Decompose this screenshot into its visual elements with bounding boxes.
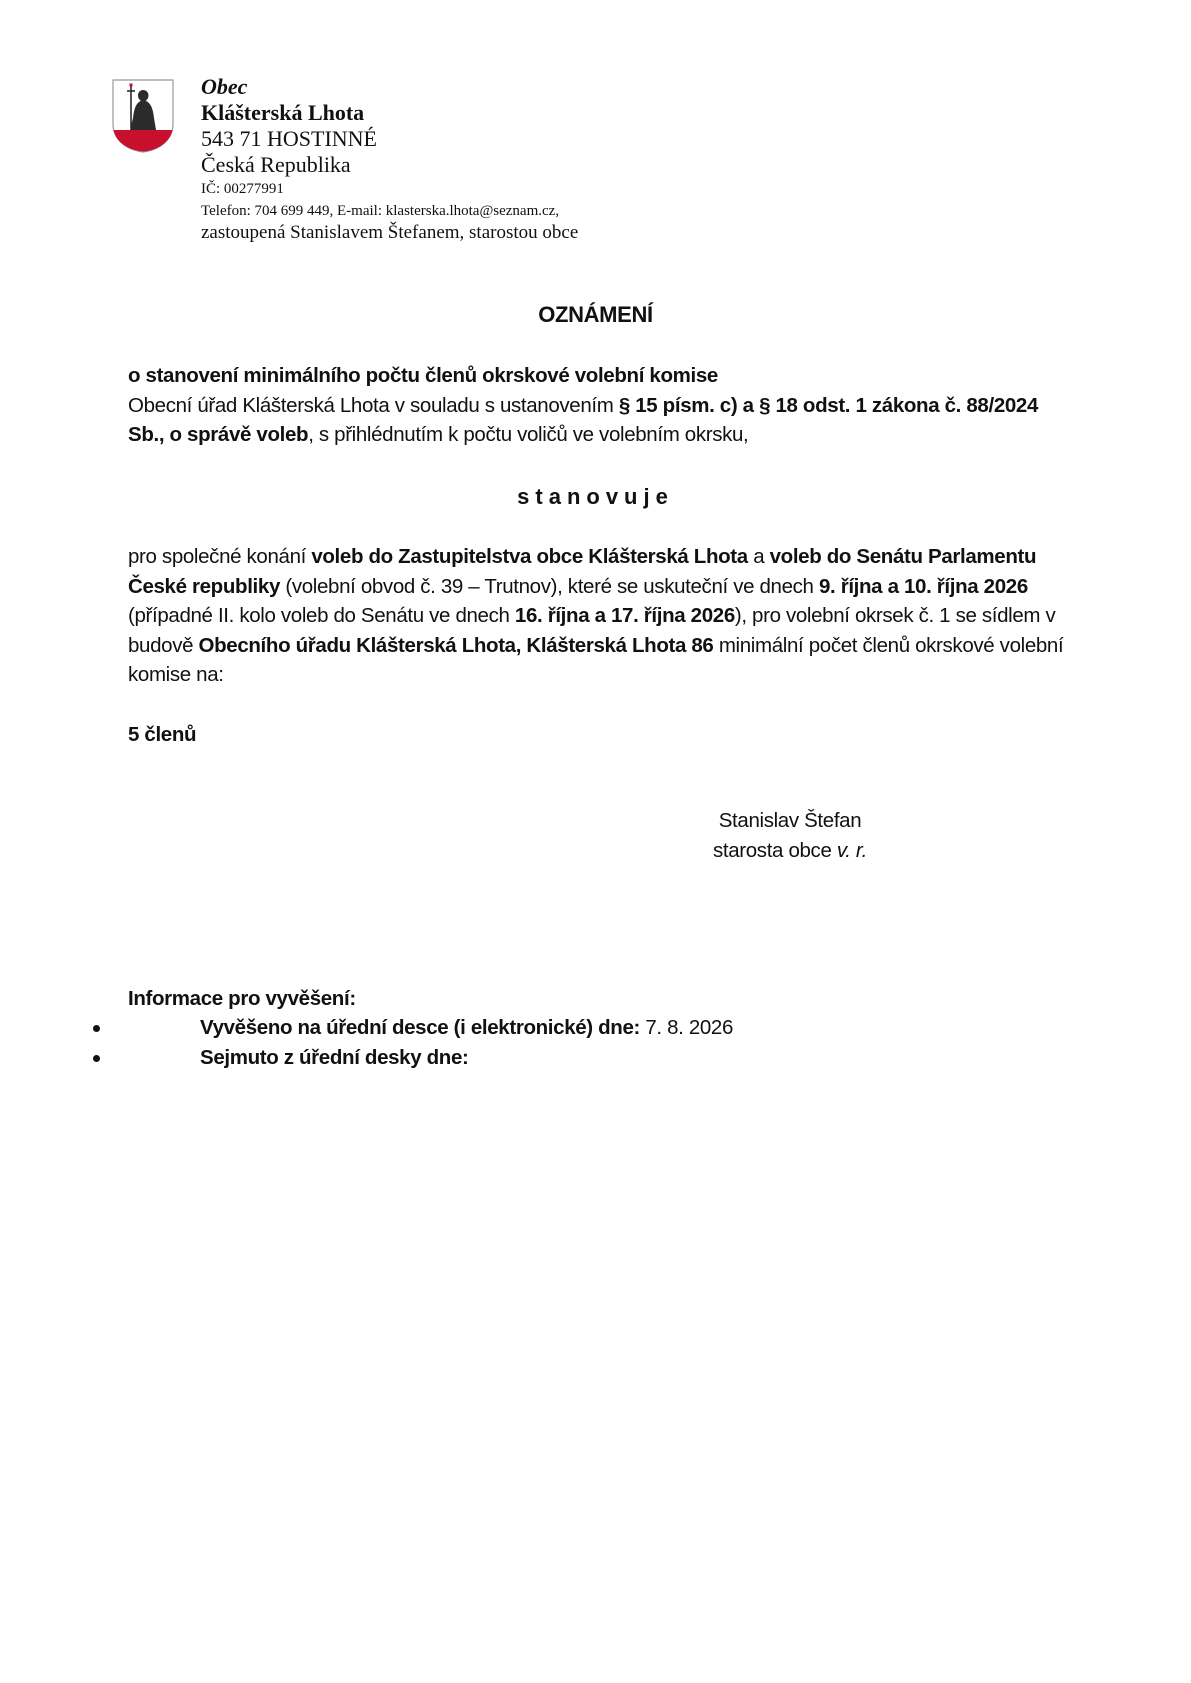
letterhead	[201, 74, 578, 244]
decision-text-4: (případné II. kolo voleb do Senátu ve dnech	[128, 604, 515, 627]
decision-paragraph	[128, 542, 1068, 690]
document-title: OZNÁMENÍ	[538, 302, 653, 327]
posted-date: 7. 8. 2026	[640, 1016, 734, 1039]
bullet-icon	[93, 1055, 100, 1062]
subject-legal-reference: § 15 písm. c) a § 18 odst. 1 zákona č. 88/2024 Sb., o správě voleb	[128, 393, 1039, 446]
bullet-icon	[93, 1025, 100, 1032]
subject-heading: o stanovení minimálního počtu členů okrskové volební komise	[128, 364, 718, 387]
posting-info-list	[0, 1013, 1191, 1073]
decision-bold-2: voleb do Senátu Parlamentu České republiky	[128, 545, 1037, 598]
decision-text-3: (volební obvod č. 39 – Trutnov), které se uskuteční ve dnech	[280, 574, 819, 598]
subject-text-start: Obecní úřad Klášterská Lhota v souladu s ustanovením	[128, 393, 619, 417]
signature-vr: v. r.	[836, 838, 867, 862]
coat-of-arms-logo	[111, 78, 175, 154]
members-count: 5 členů	[128, 723, 197, 746]
decides-heading: stanovuje	[517, 484, 674, 509]
signature-block	[690, 806, 890, 865]
header-contact: Telefon: 704 699 449, E-mail: klasterska.lhota@seznam.cz,	[201, 203, 560, 220]
header-ic: IČ: 00277991	[201, 180, 284, 197]
header-represented-by: zastoupená Stanislavem Štefanem, starostou obce	[201, 221, 579, 243]
header-country: Česká Republika	[201, 151, 351, 177]
decision-text-6: minimální počet členů okrskové volební komise na:	[128, 633, 1064, 686]
header-obec: Obec	[201, 74, 248, 99]
signature-name: Stanislav Štefan	[718, 809, 862, 832]
info-title: Informace pro vyvěšení:	[128, 987, 356, 1010]
posted-label: Vyvěšeno na úřední desce (i elektronické) dne:	[200, 1016, 640, 1039]
list-item	[0, 1043, 1191, 1073]
subject-paragraph	[128, 391, 1068, 450]
decision-bold-3: 9. října a 10. října 2026	[818, 574, 1028, 598]
subject-text-end: , s přihlédnutím k počtu voličů ve volebním okrsku,	[308, 423, 749, 446]
header-address: 543 71 HOSTINNÉ	[201, 125, 377, 151]
signature-role-line	[690, 836, 890, 866]
decision-text-1: pro společné konání	[128, 545, 312, 568]
removed-label: Sejmuto z úřední desky dne:	[200, 1046, 469, 1069]
header-municipality-name: Klášterská Lhota	[201, 99, 365, 125]
decision-bold-5: Obecního úřadu Klášterská Lhota, Klášterská Lhota 86	[198, 633, 714, 657]
decision-bold-1: voleb do Zastupitelstva obce Klášterská Lhota	[311, 545, 748, 568]
signature-role: starosta obce	[712, 838, 837, 862]
subject-section	[128, 361, 1068, 450]
list-item	[0, 1013, 1191, 1043]
decision-text-2: a	[747, 545, 770, 568]
decision-bold-4: 16. října a 17. října 2026	[514, 604, 735, 627]
decision-text-5: ), pro volební okrsek č. 1 se sídlem v budově	[128, 604, 1056, 657]
